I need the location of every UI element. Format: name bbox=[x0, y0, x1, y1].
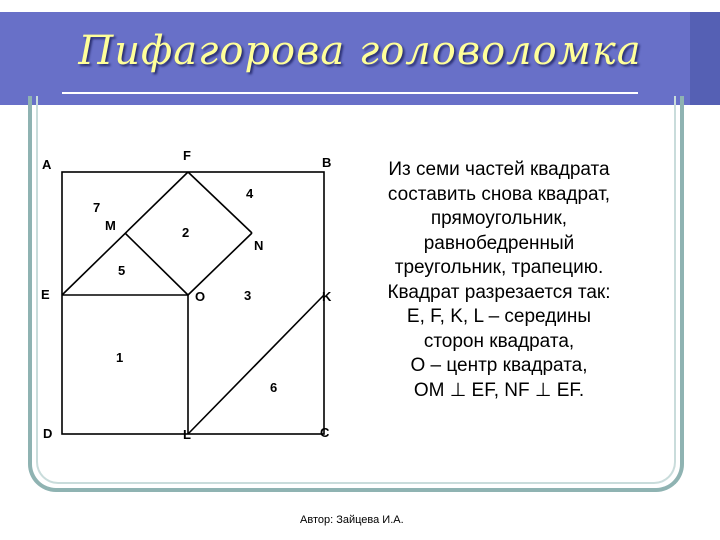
body-line: треугольник, трапецию. bbox=[394, 257, 604, 278]
point-F: F bbox=[183, 148, 191, 163]
point-A: A bbox=[42, 157, 52, 172]
segment-LK bbox=[188, 295, 324, 434]
point-K: K bbox=[322, 289, 332, 304]
outer-square bbox=[62, 172, 324, 434]
body-line: составить снова квадрат, bbox=[387, 183, 611, 205]
author-credit: Автор: Зайцева И.А. bbox=[300, 514, 404, 526]
body-line: Из семи частей квадрата bbox=[388, 159, 610, 180]
segment-FN bbox=[188, 172, 252, 233]
point-B: B bbox=[322, 155, 332, 170]
body-line: сторон квадрата, bbox=[423, 330, 575, 352]
point-E: E bbox=[41, 287, 50, 302]
piece-1-label: 1 bbox=[116, 350, 124, 365]
point-C: C bbox=[320, 425, 330, 440]
piece-6-label: 6 bbox=[270, 380, 278, 395]
slide-title: Пифагорова головоломка bbox=[78, 28, 642, 74]
piece-5-label: 5 bbox=[118, 263, 126, 278]
point-O: O bbox=[195, 289, 206, 304]
segment-MO bbox=[125, 233, 188, 295]
point-M: M bbox=[105, 218, 116, 233]
point-L: L bbox=[183, 427, 191, 442]
point-N: N bbox=[254, 238, 264, 253]
piece-4-label: 4 bbox=[246, 186, 254, 201]
piece-7-label: 7 bbox=[93, 200, 101, 215]
segment-NO bbox=[188, 233, 252, 295]
piece-2-label: 2 bbox=[182, 225, 190, 240]
body-line: равнобедренный bbox=[423, 232, 575, 254]
body-line: прямоугольник, bbox=[430, 208, 568, 229]
point-D: D bbox=[43, 426, 53, 441]
body-line: E, F, K, L – середины bbox=[406, 306, 592, 327]
task-description bbox=[334, 158, 664, 403]
body-line: OM ⊥ EF, NF ⊥ EF. bbox=[413, 379, 585, 401]
piece-3-label: 3 bbox=[244, 288, 252, 303]
title-underline bbox=[62, 92, 638, 94]
body-line: O – центр квадрата, bbox=[410, 355, 588, 376]
body-line: Квадрат разрезается так: bbox=[387, 281, 611, 303]
puzzle-figure bbox=[30, 140, 350, 450]
